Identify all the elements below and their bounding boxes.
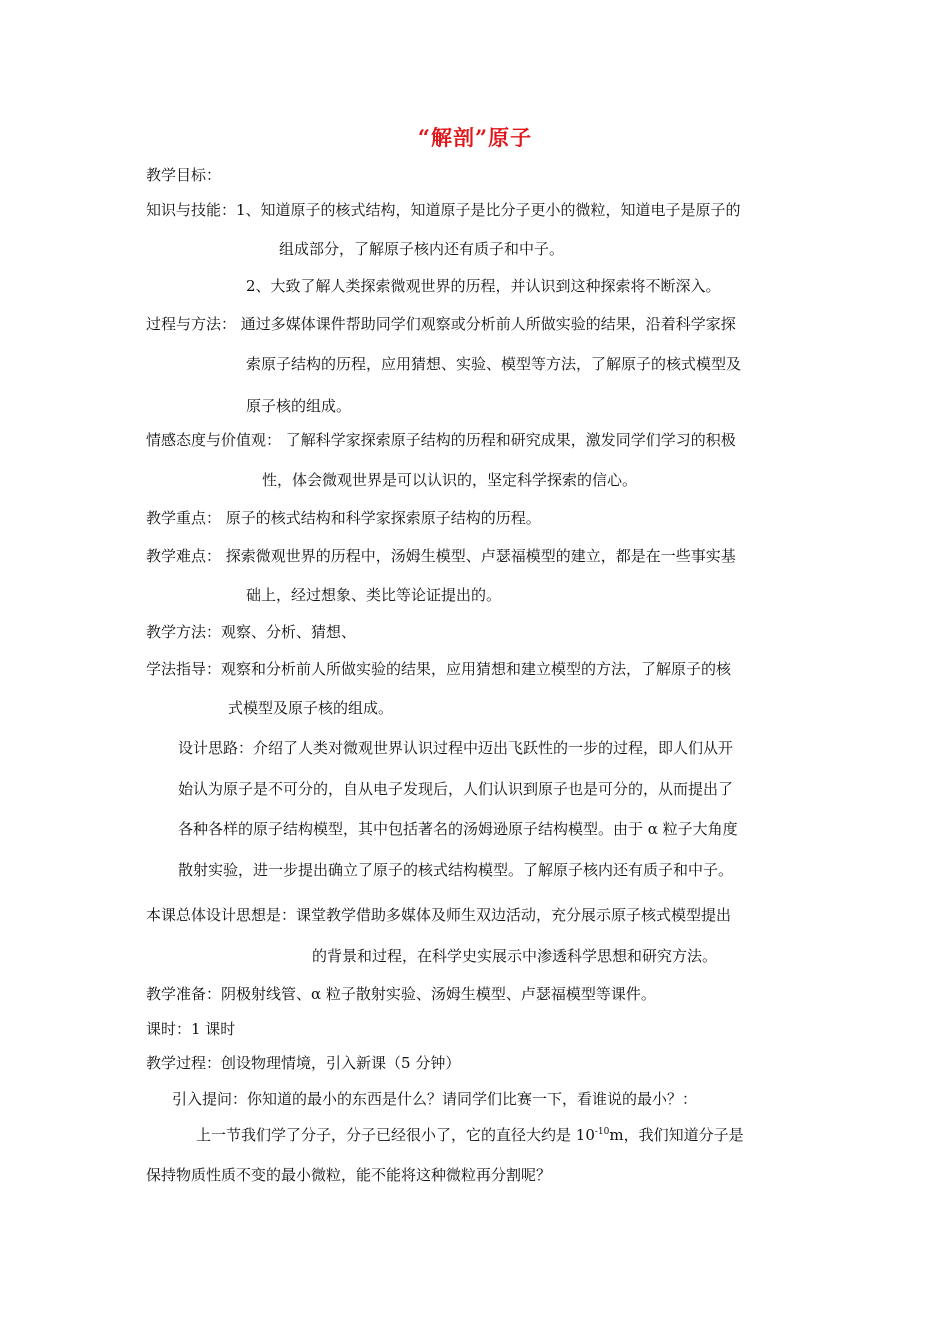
intro-question: 引入提问：你知道的最小的东西是什么？请同学们比赛一下，看谁说的最小？： (172, 1090, 698, 1108)
knowledge-skills-line-3: 2、大致了解人类探索微观世界的历程，并认识到这种探索将不断深入。 (246, 277, 721, 295)
process-method-line-1: 过程与方法： 通过多媒体课件帮助同学们观察或分析前人所做实验的结果，沿着科学家探 (146, 315, 736, 333)
process-method-line-3: 原子核的组成。 (246, 397, 352, 415)
overall-design-line-1: 本课总体设计思想是：课堂教学借助多媒体及师生双边活动，充分展示原子核式模型提出 (146, 906, 732, 924)
class-hours: 课时：1 课时 (146, 1020, 236, 1038)
study-guidance-line-1: 学法指导：观察和分析前人所做实验的结果，应用猜想和建立模型的方法，了解原子的核 (146, 660, 732, 678)
knowledge-skills-line-1: 知识与技能：1、知道原子的核式结构，知道原子是比分子更小的微粒，知道电子是原子的 (146, 201, 741, 219)
study-guidance-line-2: 式模型及原子核的组成。 (228, 699, 394, 717)
teaching-method: 教学方法：观察、分析、猜想、 (146, 623, 357, 641)
paragraph-line-1 (196, 1125, 744, 1145)
teaching-preparation: 教学准备：阴极射线管、α 粒子散射实验、汤姆生模型、卢瑟福模型等课件。 (146, 985, 656, 1003)
paragraph-text-a: 上一节我们学了分子，分子已经很小了，它的直径大约是 10 (196, 1126, 595, 1144)
design-idea-line-2: 始认为原子是不可分的，自从电子发现后，人们认识到原子也是可分的，从而提出了 (178, 780, 734, 798)
exponent: -10 (594, 1127, 610, 1137)
paragraph-line-2: 保持物质性质不变的最小微粒，能不能将这种微粒再分割呢？ (146, 1166, 552, 1184)
knowledge-skills-line-2: 组成部分，了解原子核内还有质子和中子。 (279, 240, 565, 258)
design-idea-line-1: 设计思路：介绍了人类对微观世界认识过程中迈出飞跃性的一步的过程，即人们从开 (178, 739, 734, 757)
difficult-points-line-1: 教学难点： 探索微观世界的历程中，汤姆生模型、卢瑟福模型的建立，都是在一些事实基 (146, 547, 736, 565)
attitude-values-line-2: 性，体会微观世界是可以认识的，坚定科学探索的信心。 (262, 471, 638, 489)
teaching-process: 教学过程：创设物理情境，引入新课（5 分钟） (146, 1054, 461, 1072)
paragraph-text-b: m，我们知道分子是 (609, 1126, 744, 1144)
key-points: 教学重点： 原子的核式结构和科学家探索原子结构的历程。 (146, 509, 541, 527)
page-title: “解剖”原子 (417, 125, 533, 150)
design-idea-line-4: 散射实验，进一步提出确立了原子的核式结构模型。了解原子核内还有质子和中子。 (178, 861, 734, 879)
design-idea-line-3: 各种各样的原子结构模型，其中包括著名的汤姆逊原子结构模型。由于 α 粒子大角度 (178, 820, 738, 838)
attitude-values-line-1: 情感态度与价值观： 了解科学家探索原子结构的历程和研究成果，激发同学们学习的积极 (146, 431, 736, 449)
process-method-line-2: 索原子结构的历程，应用猜想、实验、模型等方法，了解原子的核式模型及 (246, 355, 742, 373)
objectives-heading: 教学目标： (146, 166, 222, 184)
difficult-points-line-2: 础上，经过想象、类比等论证提出的。 (246, 586, 502, 604)
overall-design-line-2: 的背景和过程，在科学史实展示中渗透科学思想和研究方法。 (312, 947, 718, 965)
